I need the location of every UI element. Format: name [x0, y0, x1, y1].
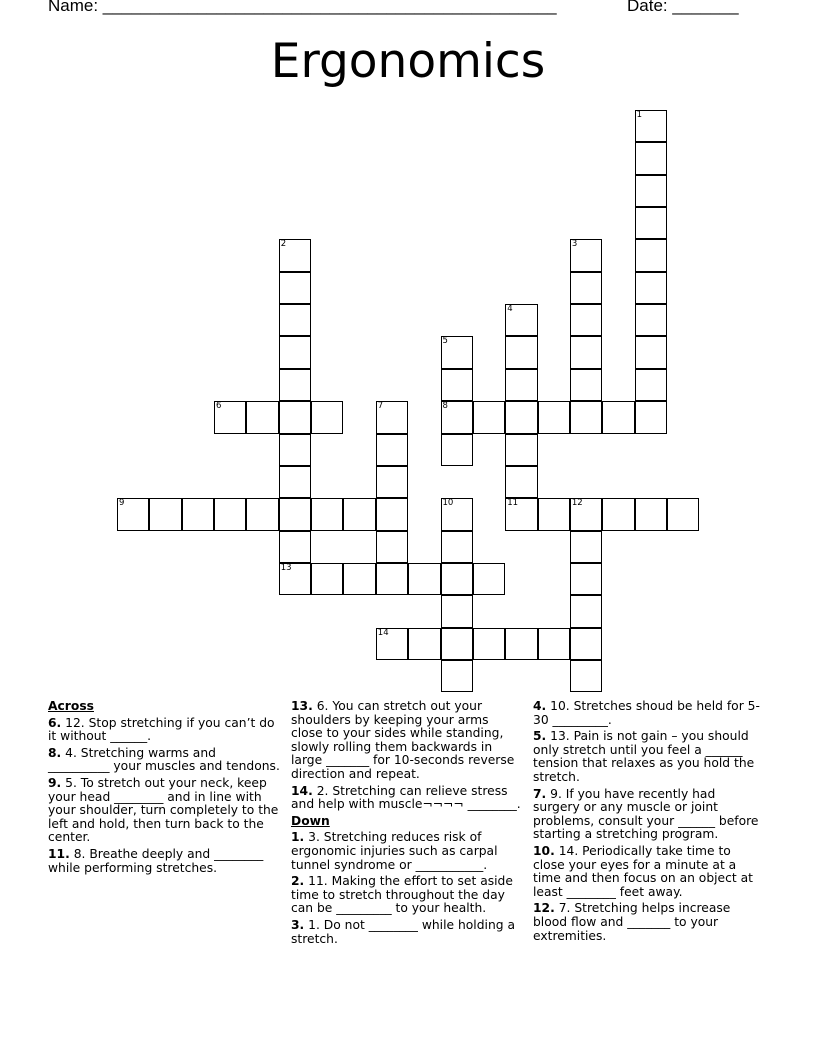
clue-number-label: 12: [571, 498, 583, 509]
crossword-cell[interactable]: [279, 369, 311, 401]
name-field-label[interactable]: Name: ________________________________________________: [48, 0, 557, 15]
crossword-cell[interactable]: [376, 498, 408, 530]
clue-text: 6. You can stretch out your shoulders by keeping your arms close to your sides while standing, slowly rolling them backwards in large _______ for 10-seconds reverse direction and repeat.: [291, 699, 515, 781]
crossword-cell[interactable]: [311, 563, 343, 595]
clue-number: 12.: [533, 901, 555, 916]
clue-number-label: 8: [442, 401, 448, 412]
clue-item: [533, 788, 765, 842]
crossword-cell[interactable]: [473, 563, 505, 595]
crossword-cell[interactable]: [505, 628, 537, 660]
crossword-cell[interactable]: [117, 498, 149, 530]
crossword-cell[interactable]: [279, 272, 311, 304]
clue-number-label: 9: [119, 498, 125, 509]
clue-item: [48, 848, 280, 875]
clue-number-label: 5: [442, 336, 448, 347]
crossword-cell[interactable]: [408, 563, 440, 595]
clue-item: [291, 919, 523, 946]
crossword-cell[interactable]: [441, 595, 473, 627]
crossword-cell[interactable]: [343, 498, 375, 530]
crossword-cell[interactable]: [441, 434, 473, 466]
crossword-cell[interactable]: [279, 239, 311, 271]
crossword-cell[interactable]: [279, 466, 311, 498]
crossword-cell[interactable]: [441, 563, 473, 595]
clue-text: 7. Stretching helps increase blood flow and _______ to your extremities.: [533, 901, 731, 943]
crossword-cell[interactable]: [214, 401, 246, 433]
crossword-cell[interactable]: [570, 369, 602, 401]
crossword-cell[interactable]: [570, 239, 602, 271]
crossword-cell[interactable]: [279, 336, 311, 368]
clue-number: 4.: [533, 699, 547, 713]
clue-number: 6.: [48, 715, 62, 730]
crossword-cell[interactable]: [279, 434, 311, 466]
crossword-cell[interactable]: [570, 595, 602, 627]
crossword-cell[interactable]: [441, 336, 473, 368]
clue-text: 5. To stretch out your neck, keep your head ________ and in line with your shoulder, turn completely to the left and hold, then turn back to the center.: [48, 775, 279, 845]
crossword-cell[interactable]: [441, 369, 473, 401]
clue-item: [291, 785, 523, 812]
crossword-cell[interactable]: [635, 498, 667, 530]
clue-item: [48, 777, 280, 845]
clue-number: 3.: [291, 917, 305, 932]
page-title: Ergonomics: [270, 34, 546, 89]
clue-item: [533, 845, 765, 899]
crossword-cell[interactable]: [635, 369, 667, 401]
clue-text: 14. Periodically take time to close your eyes for a minute at a time and then focus on an object at least ________ feet away.: [533, 843, 753, 899]
crossword-cell[interactable]: [505, 434, 537, 466]
crossword-cell[interactable]: [602, 401, 634, 433]
crossword-cell[interactable]: [279, 531, 311, 563]
clue-number-label: 10: [442, 498, 454, 509]
crossword-cell[interactable]: [602, 498, 634, 530]
crossword-cell[interactable]: [376, 628, 408, 660]
across-clue-list-continued: [291, 700, 523, 812]
clue-column-2: [291, 700, 523, 949]
clue-number: 2.: [291, 874, 305, 889]
crossword-cell[interactable]: [279, 304, 311, 336]
crossword-cell[interactable]: [149, 498, 181, 530]
crossword-cell[interactable]: [505, 336, 537, 368]
down-clue-list: [291, 831, 523, 946]
across-heading: Across: [48, 699, 94, 713]
crossword-cell[interactable]: [570, 531, 602, 563]
crossword-cell[interactable]: [635, 401, 667, 433]
crossword-cell[interactable]: [570, 498, 602, 530]
crossword-cell[interactable]: [473, 401, 505, 433]
crossword-cell[interactable]: [505, 304, 537, 336]
crossword-cell[interactable]: [635, 239, 667, 271]
crossword-cell[interactable]: [311, 401, 343, 433]
crossword-cell[interactable]: [279, 498, 311, 530]
clue-number: 9.: [48, 775, 62, 790]
crossword-cell[interactable]: [311, 498, 343, 530]
crossword-cell[interactable]: [376, 401, 408, 433]
clue-number: 8.: [48, 745, 62, 760]
clue-number-label: 14: [377, 627, 389, 638]
date-field-label[interactable]: Date: _______: [627, 0, 739, 15]
clue-number-label: 2: [280, 239, 287, 250]
crossword-cell[interactable]: [570, 336, 602, 368]
crossword-cell[interactable]: [505, 401, 537, 433]
clue-text: 4. Stretching warms and __________ your muscles and tendons.: [48, 745, 280, 774]
crossword-cell[interactable]: [214, 498, 246, 530]
crossword-cell[interactable]: [441, 498, 473, 530]
crossword-cell[interactable]: [538, 498, 570, 530]
clue-item: [533, 902, 765, 943]
crossword-cell[interactable]: [441, 531, 473, 563]
crossword-cell[interactable]: [376, 434, 408, 466]
clue-text: 12. Stop stretching if you can’t do it without ______.: [48, 715, 275, 744]
crossword-cell[interactable]: [246, 498, 278, 530]
clue-number-label: 6: [216, 401, 222, 412]
clue-text: 2. Stretching can relieve stress and help with muscle¬¬¬¬ ________.: [291, 783, 521, 812]
crossword-cell[interactable]: [343, 563, 375, 595]
crossword-cell[interactable]: [505, 369, 537, 401]
clue-item: [533, 700, 765, 727]
clue-text: 1. Do not ________ while holding a stretch.: [291, 917, 515, 946]
clue-number: 11.: [48, 846, 70, 861]
crossword-cell[interactable]: [570, 401, 602, 433]
clue-number: 10.: [533, 843, 555, 858]
crossword-cell[interactable]: [538, 628, 570, 660]
clue-number: 7.: [533, 786, 547, 801]
crossword-cell[interactable]: [505, 498, 537, 530]
clue-number-label: 11: [507, 498, 519, 509]
clue-number: 13.: [291, 699, 313, 713]
clue-number-label: 4: [507, 304, 513, 315]
down-heading: Down: [291, 813, 330, 828]
crossword-cell[interactable]: [376, 531, 408, 563]
crossword-cell[interactable]: [635, 272, 667, 304]
clue-item: [533, 730, 765, 784]
clue-number: 5.: [533, 729, 547, 744]
crossword-cell[interactable]: [570, 304, 602, 336]
crossword-cell[interactable]: [441, 660, 473, 692]
clue-item: [291, 831, 523, 872]
clue-text: 8. Breathe deeply and ________ while performing stretches.: [48, 846, 264, 875]
clue-number-label: 1: [636, 110, 643, 120]
crossword-cell[interactable]: [635, 207, 667, 239]
crossword-cell[interactable]: [570, 660, 602, 692]
crossword-cell[interactable]: [635, 110, 667, 142]
crossword-cell[interactable]: [635, 336, 667, 368]
crossword-cell[interactable]: [376, 563, 408, 595]
crossword-cell[interactable]: [570, 628, 602, 660]
clue-number-label: 7: [377, 401, 384, 412]
across-clue-list: [48, 717, 280, 876]
clue-text: 9. If you have recently had surgery or any muscle or joint problems, consult your ______ before starting a stretching program.: [533, 786, 759, 842]
crossword-cell[interactable]: [279, 563, 311, 595]
crossword-cell[interactable]: [376, 466, 408, 498]
clue-column-3: [533, 700, 765, 946]
crossword-cell[interactable]: [570, 272, 602, 304]
clue-number-label: 13: [280, 562, 292, 573]
crossword-cell[interactable]: [279, 401, 311, 433]
clue-item: [48, 717, 280, 744]
clue-text: 3. Stretching reduces risk of ergonomic injuries such as carpal tunnel syndrome or ___________.: [291, 830, 498, 872]
clue-number-label: 3: [571, 239, 578, 250]
clue-text: 11. Making the effort to set aside time to stretch throughout the day can be _________ to your health.: [291, 874, 513, 916]
clue-number: 1.: [291, 830, 305, 845]
crossword-cell[interactable]: [246, 401, 278, 433]
clue-item: [291, 875, 523, 916]
clue-number: 14.: [291, 783, 313, 798]
down-clue-list-continued: [533, 700, 765, 943]
clue-item: [291, 700, 523, 782]
crossword-cell[interactable]: [505, 466, 537, 498]
clue-column-1: [48, 700, 280, 878]
crossword-cell[interactable]: [538, 401, 570, 433]
clue-item: [48, 747, 280, 774]
crossword-cell[interactable]: [570, 563, 602, 595]
crossword-cell[interactable]: [408, 628, 440, 660]
crossword-cell[interactable]: [635, 142, 667, 174]
crossword-cell[interactable]: [441, 401, 473, 433]
crossword-cell[interactable]: [441, 628, 473, 660]
crossword-cell[interactable]: [182, 498, 214, 530]
crossword-cell[interactable]: [473, 628, 505, 660]
crossword-cell[interactable]: [635, 175, 667, 207]
crossword-cell[interactable]: [667, 498, 699, 530]
clue-text: 10. Stretches shoud be held for 5-30 _________.: [533, 699, 760, 727]
crossword-cell[interactable]: [635, 304, 667, 336]
clue-text: 13. Pain is not gain – you should only stretch until you feel a ______ tension that relaxes as you hold the stretch.: [533, 729, 755, 784]
